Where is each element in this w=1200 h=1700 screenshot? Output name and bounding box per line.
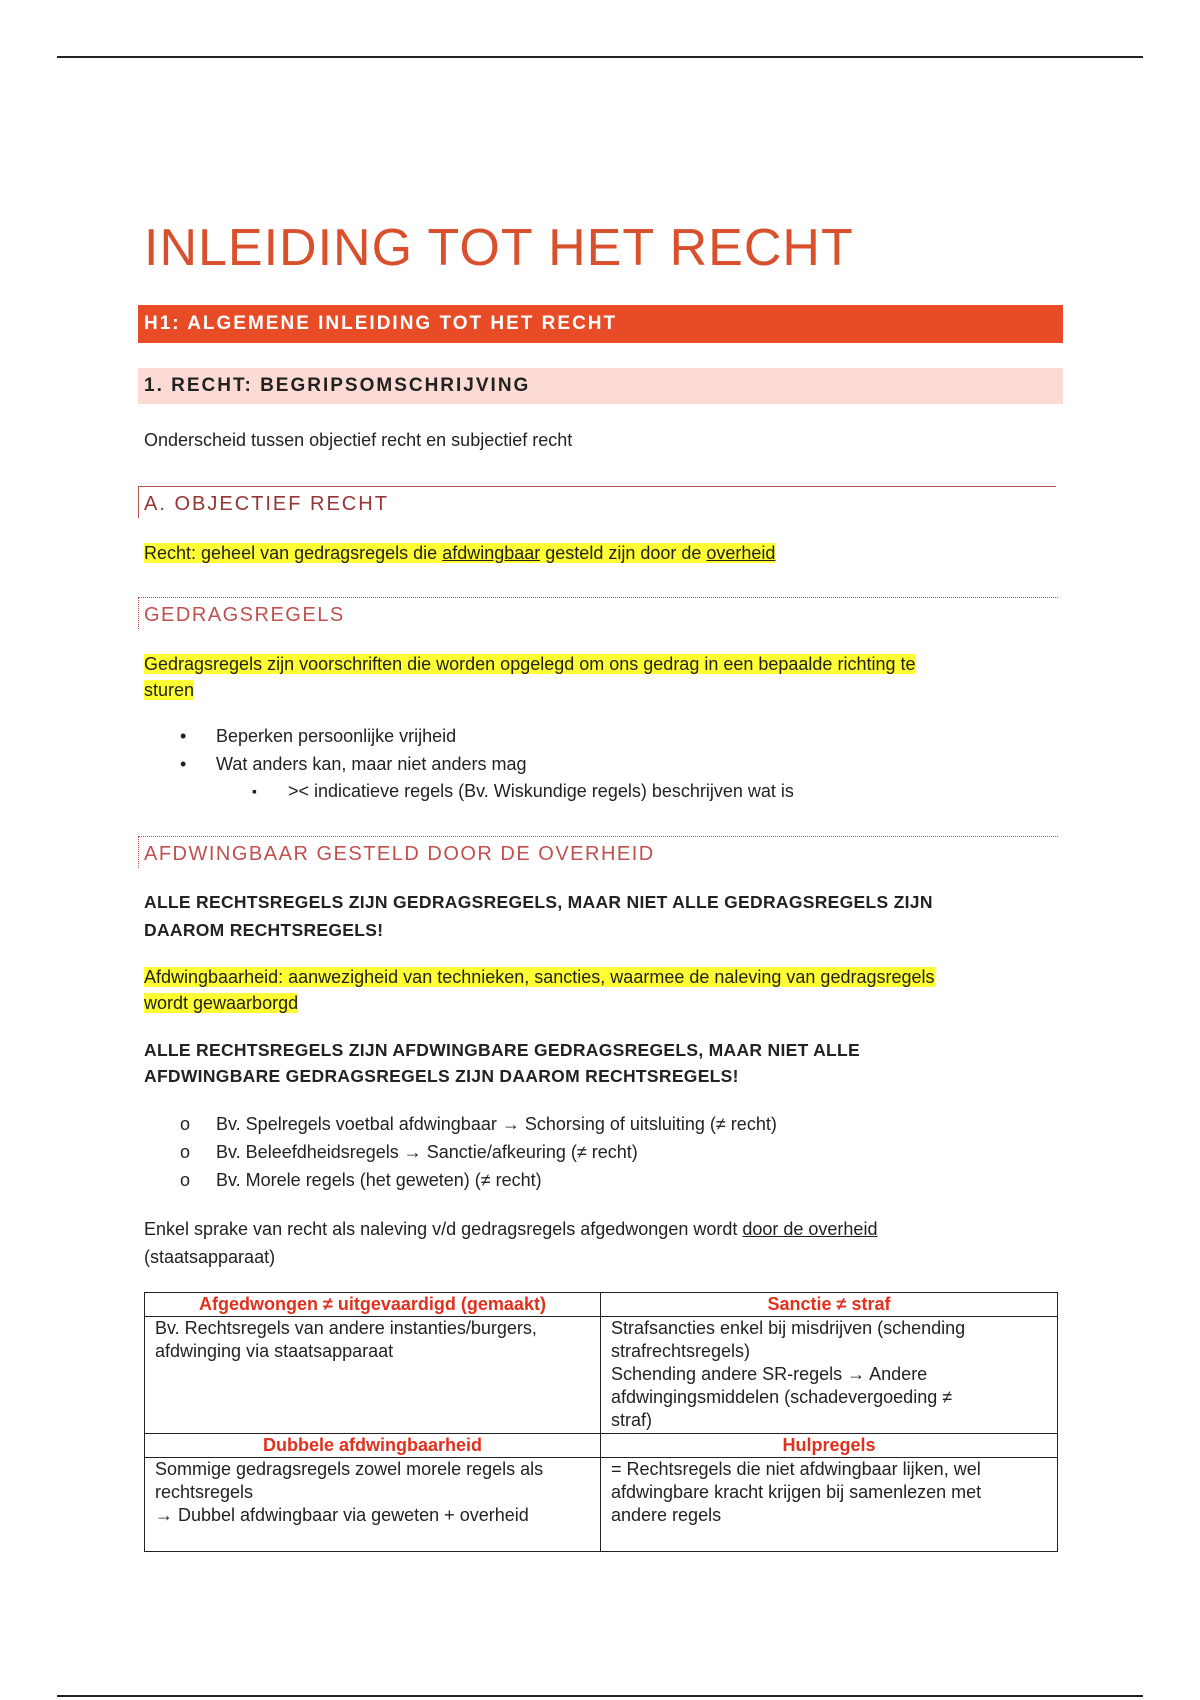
table-row (145, 1293, 1058, 1317)
recht-definition-underline-overheid: overheid (706, 543, 776, 563)
table-header-cell: Sanctie ≠ straf (601, 1293, 1058, 1317)
bullet-marker: • (180, 726, 187, 746)
table-cell: Bv. Rechtsregels van andere instanties/burgers, afdwinging via staatsapparaat (145, 1317, 601, 1434)
gedragsregels-definition-line1: Gedragsregels zijn voorschriften die worden opgelegd om ons gedrag in een bepaalde richting te (144, 654, 916, 674)
statement-1-line1: ALLE RECHTSREGELS ZIJN GEDRAGSREGELS, MAAR NIET ALLE GEDRAGSREGELS ZIJN (144, 892, 933, 912)
bullet-marker: • (180, 754, 187, 774)
square-bullet-marker: ▪ (252, 783, 257, 799)
table-row (145, 1434, 1058, 1458)
conclusion-line1: Enkel sprake van recht als naleving v/d gedragsregels afgedwongen wordt door de overheid (144, 1219, 878, 1239)
afdwingbaarheid-definition-line1: Afdwingbaarheid: aanwezigheid van technieken, sancties, waarmee de naleving van gedragsregels (144, 967, 935, 987)
table-header-cell: Hulpregels (601, 1434, 1058, 1458)
table-row (145, 1458, 1058, 1552)
list-item: o Bv. Morele regels (het geweten) (≠ recht) (216, 1167, 542, 1193)
list-item: • Wat anders kan, maar niet anders mag (216, 751, 526, 777)
subsection-heading-objectief: A. OBJECTIEF RECHT (138, 486, 1056, 518)
circle-bullet-marker: o (180, 1170, 191, 1190)
section-heading: 1. RECHT: BEGRIPSOMSCHRIJVING (138, 368, 1063, 404)
recht-definition-underline-afdwingbaar: afdwingbaar (442, 543, 541, 563)
recht-definition (144, 540, 775, 566)
intro-text: Onderscheid tussen objectief recht en subjectief recht (144, 430, 573, 450)
table-row (145, 1317, 1058, 1434)
footer-rule (57, 1695, 1143, 1697)
circle-bullet-marker: o (180, 1142, 191, 1162)
table-header-cell: Afgedwongen ≠ uitgevaardigd (gemaakt) (145, 1293, 601, 1317)
list-item: • Beperken persoonlijke vrijheid (216, 723, 456, 749)
document-title: INLEIDING TOT HET RECHT (144, 219, 854, 277)
sub-list-item: ▪ >< indicatieve regels (Bv. Wiskundige regels) beschrijven wat is (288, 778, 794, 804)
subheading-afdwingbaar: AFDWINGBAAR GESTELD DOOR DE OVERHEID (138, 836, 1058, 868)
list-item: o Bv. Beleefdheidsregels → Sanctie/afkeuring (≠ recht) (216, 1139, 638, 1165)
chapter-heading: H1: ALGEMENE INLEIDING TOT HET RECHT (138, 305, 1063, 343)
table-header-cell: Dubbele afdwingbaarheid (145, 1434, 601, 1458)
conclusion-underline: door de overheid (742, 1219, 878, 1239)
header-rule (57, 56, 1143, 58)
statement-2-line1: ALLE RECHTSREGELS ZIJN AFDWINGBARE GEDRAGSREGELS, MAAR NIET ALLE (144, 1040, 860, 1060)
conclusion-line2: (staatsapparaat) (144, 1247, 276, 1267)
gedragsregels-definition-line2: sturen (144, 680, 195, 700)
summary-table (144, 1292, 1058, 1552)
recht-definition-part1: Recht: geheel van gedragsregels die (144, 543, 443, 563)
list-item: o Bv. Spelregels voetbal afdwingbaar → Schorsing of uitsluiting (≠ recht) (216, 1111, 777, 1137)
statement-1-line2: DAAROM RECHTSREGELS! (144, 920, 384, 940)
circle-bullet-marker: o (180, 1114, 191, 1134)
table-cell: Sommige gedragsregels zowel morele regels als rechtsregels → Dubbel afdwingbaar via geweten + overheid (145, 1458, 601, 1552)
table-cell: Strafsancties enkel bij misdrijven (schending strafrechtsregels) Schending andere SR-regels → Andere afdwingingsmiddelen (schadevergoeding ≠ straf) (601, 1317, 1058, 1434)
statement-2-line2: AFDWINGBARE GEDRAGSREGELS ZIJN DAAROM RECHTSREGELS! (144, 1066, 739, 1086)
afdwingbaarheid-definition-line2: wordt gewaarborgd (144, 993, 299, 1013)
table-cell: = Rechtsregels die niet afdwingbaar lijken, wel afdwingbare kracht krijgen bij samenlezen met andere regels (601, 1458, 1058, 1552)
recht-definition-part2: gesteld zijn door de (540, 543, 707, 563)
subheading-gedragsregels: GEDRAGSREGELS (138, 597, 1058, 629)
